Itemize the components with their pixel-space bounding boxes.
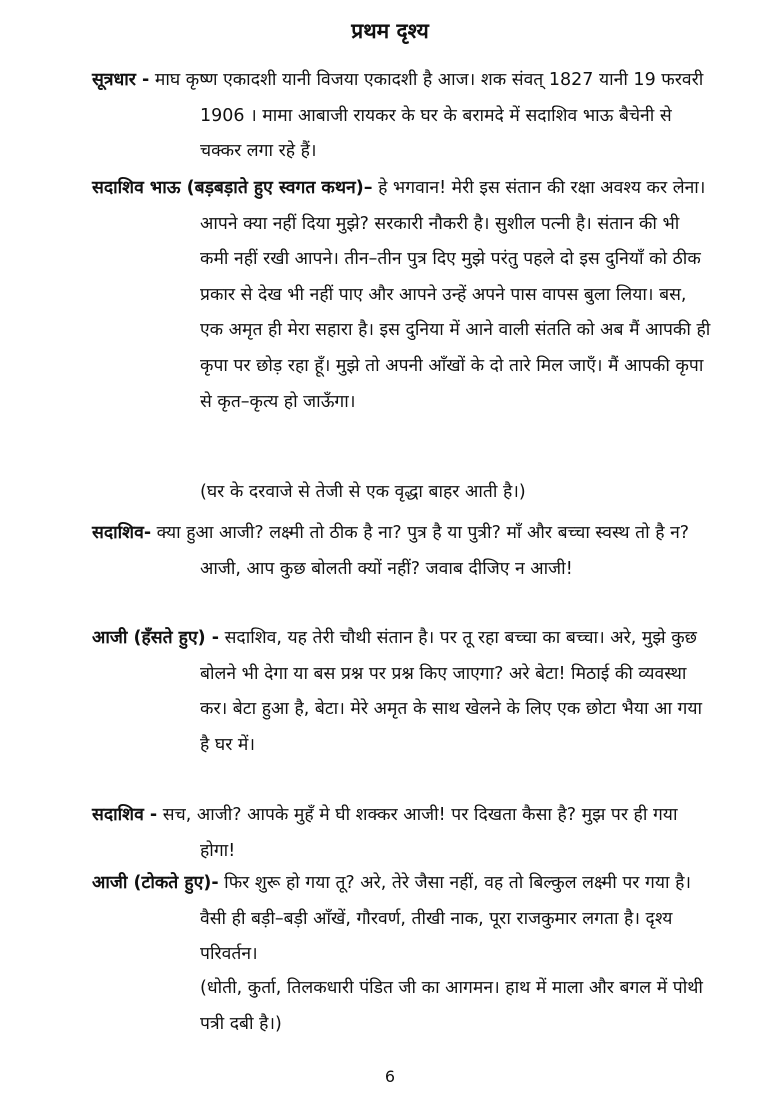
dialogue-block-aaji-laughing (92, 621, 712, 763)
dialogue-text: सदाशिव, यह तेरी चौथी संतान है। पर तू रहा बच्चा का बच्चा। अरे, मुझे कुछ बोलने भी देगा या बस प्रश्न पर प्रश्न किए जाएगा? अरे बेटा! मिठाई की व्यवस्था कर। बेटा हुआ है, बेटा। मेरे अमृत के साथ खेलने के लिए एक छोटा भैया आ गया है घर में। (200, 628, 703, 755)
speaker-label: सदाशिव - (92, 805, 158, 825)
dialogue-text: हे भगवान! मेरी इस संतान की रक्षा अवश्य कर लेना। आपने क्या नहीं दिया मुझे? सरकारी नौकरी है। सुशील पत्नी है। संतान की भी कमी नहीं रखी आपने। तीन–तीन पुत्र दिए मुझे परंतु पहले दो इस दुनियाँ को ठीक प्रकार से देख भी नहीं पाए और आपने उन्हें अपने पास वापस बुला लिया। बस, एक अमृत ही मेरा सहारा है। इस दुनिया में आने वाली संतति को अब मैं आपकी ही कृपा पर छोड़ रहा हूँ। मुझे तो अपनी आँखों के दो तारे मिल जाएँ। मैं आपकी कृपा से कृत–कृत्य हो जाऊँगा। (200, 178, 711, 412)
stage-direction: (घर के दरवाजे से तेजी से एक वृद्धा बाहर आती है।) (200, 482, 526, 502)
dialogue-block-sadashiv (92, 516, 712, 587)
dialogue-block-sadashiv-2 (92, 798, 712, 869)
speaker-label: सदाशिव भाऊ (बड़बड़ाते हुए स्वगत कथन)– (92, 178, 373, 198)
speaker-label: आजी (हँसते हुए) - (92, 628, 220, 648)
dialogue-block-narrator (92, 63, 712, 170)
dialogue-block-aaji-interrupting (92, 866, 712, 973)
page-title: प्रथम दृश्य (351, 19, 429, 43)
dialogue-block-sadashiv-bhau (92, 171, 712, 420)
speaker-label: सदाशिव- (92, 523, 152, 543)
page-number: 6 (384, 1067, 396, 1086)
stage-direction: (धोती, कुर्ता, तिलकधारी पंडित जी का आगमन। हाथ में माला और बगल में पोथी पत्री दबी है।) (200, 978, 703, 1034)
dialogue-text: सच, आजी? आपके मुहँ मे घी शक्कर आजी! पर दिखता कैसा है? मुझ पर ही गया होगा! (157, 805, 678, 861)
speaker-label: सूत्रधार - (92, 70, 150, 90)
dialogue-text: क्या हुआ आजी? लक्ष्मी तो ठीक है ना? पुत्र है या पुत्री? माँ और बच्चा स्वस्थ तो है न? आजी, आप कुछ बोलती क्यों नहीं? जवाब दीजिए न आजी! (151, 523, 690, 579)
dialogue-text: फिर शुरू हो गया तू? अरे, तेरे जैसा नहीं, वह तो बिल्कुल लक्ष्मी पर गया है। वैसी ही बड़ी–बड़ी आँखें, गौरवर्ण, तीखी नाक, पूरा राजकुमार लगता है। दृश्य परिवर्तन। (200, 873, 692, 965)
speaker-label: आजी (टोकते हुए)- (92, 873, 219, 893)
dialogue-text: माघ कृष्ण एकादशी यानी विजया एकादशी है आज। शक संवत् 1827 यानी 19 फरवरी 1906 । मामा आबाजी रायकर के घर के बरामदे में सदाशिव भाऊ बैचेनी से चक्कर लगा रहे हैं। (149, 70, 704, 162)
